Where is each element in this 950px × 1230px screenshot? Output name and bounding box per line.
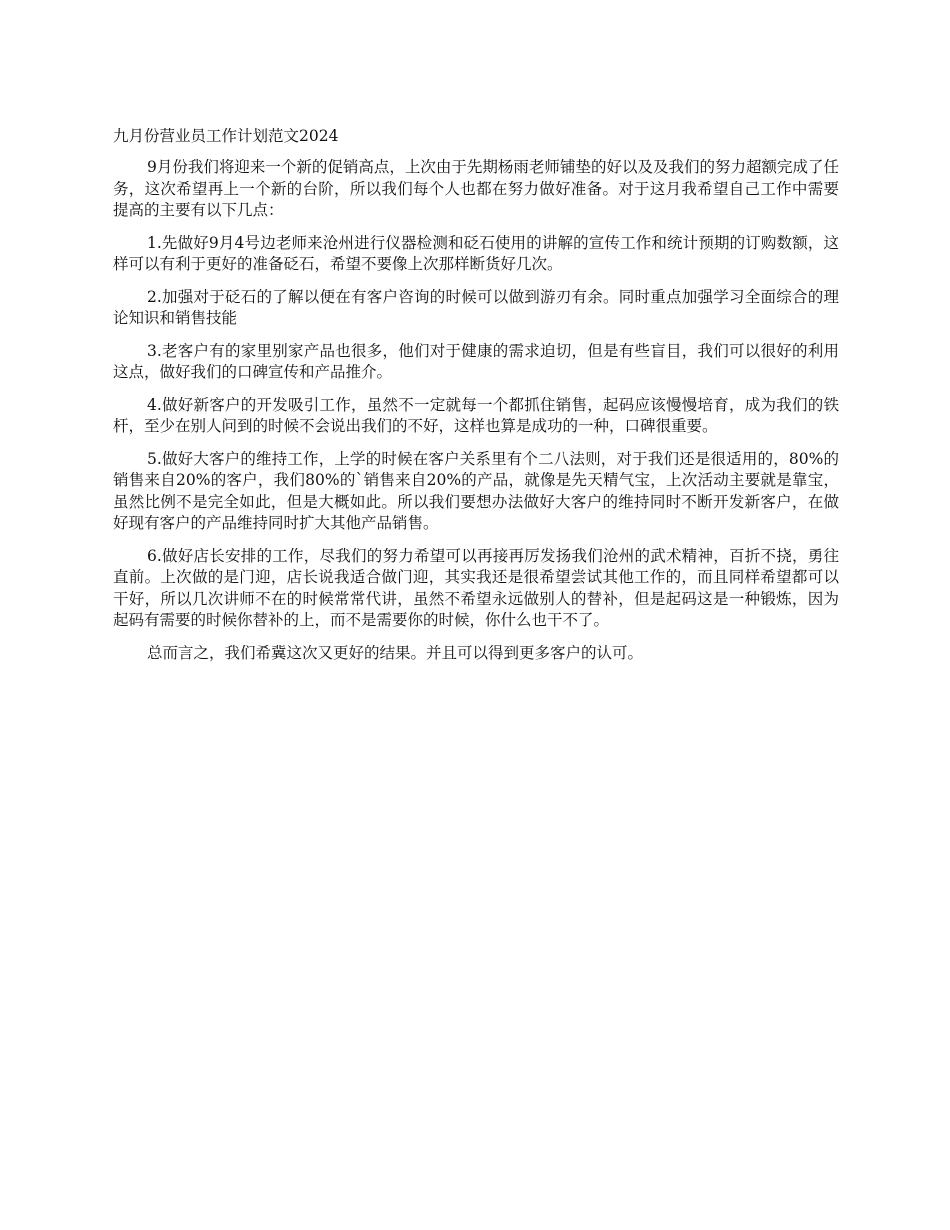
point-4-paragraph: 4.做好新客户的开发吸引工作，虽然不一定就每一个都抓住销售，起码应该慢慢培育，成为我们的铁杆，至少在别人问到的时候不会说出我们的不好，这样也算是成功的一种，口碑很重要。 <box>113 395 839 435</box>
conclusion-paragraph: 总而言之，我们希冀这次又更好的结果。并且可以得到更多客户的认可。 <box>147 643 644 662</box>
point-2-paragraph: 2.加强对于砭石的了解以便在有客户咨询的时候可以做到游刃有余。同时重点加强学习全面综合的理论知识和销售技能 <box>113 287 839 327</box>
intro-paragraph: 9月份我们将迎来一个新的促销高点，上次由于先期杨雨老师铺垫的好以及及我们的努力超额完成了任务，这次希望再上一个新的台阶，所以我们每个人也都在努力做好准备。对于这月我希望自己工作中需要提高的主要有以下几点： <box>113 158 839 219</box>
document-body <box>113 126 839 675</box>
point-3-paragraph: 3.老客户有的家里别家产品也很多，他们对于健康的需求迫切，但是有些盲目，我们可以很好的利用这点，做好我们的口碑宣传和产品推介。 <box>113 341 839 381</box>
document-title: 九月份营业员工作计划范文2024 <box>113 127 339 145</box>
point-5-paragraph: 5.做好大客户的维持工作，上学的时候在客户关系里有个二八法则，对于我们还是很适用的，80%的销售来自20%的客户，我们80%的`销售来自20%的产品，就像是先天精气宝，上次活动主要就是靠宝，虽然比例不是完全如此，但是大概如此。所以我们要想办法做好大客户的维持同时不断开发新客户，在做好现有客户的产品维持同时扩大其他产品销售。 <box>113 449 839 532</box>
point-6-paragraph: 6.做好店长安排的工作，尽我们的努力希望可以再接再厉发扬我们沧州的武术精神，百折不挠，勇往直前。上次做的是门迎，店长说我适合做门迎，其实我还是很希望尝试其他工作的，而且同样希望都可以干好，所以几次讲师不在的时候常常代讲，虽然不希望永远做别人的替补，但是起码这是一种锻炼，因为起码有需要的时候你替补的上，而不是需要你的时候，你什么也干不了。 <box>113 546 839 629</box>
point-1-paragraph: 1.先做好9月4号边老师来沧州进行仪器检测和砭石使用的讲解的宣传工作和统计预期的订购数额，这样可以有利于更好的准备砭石，希望不要像上次那样断货好几次。 <box>113 233 839 273</box>
